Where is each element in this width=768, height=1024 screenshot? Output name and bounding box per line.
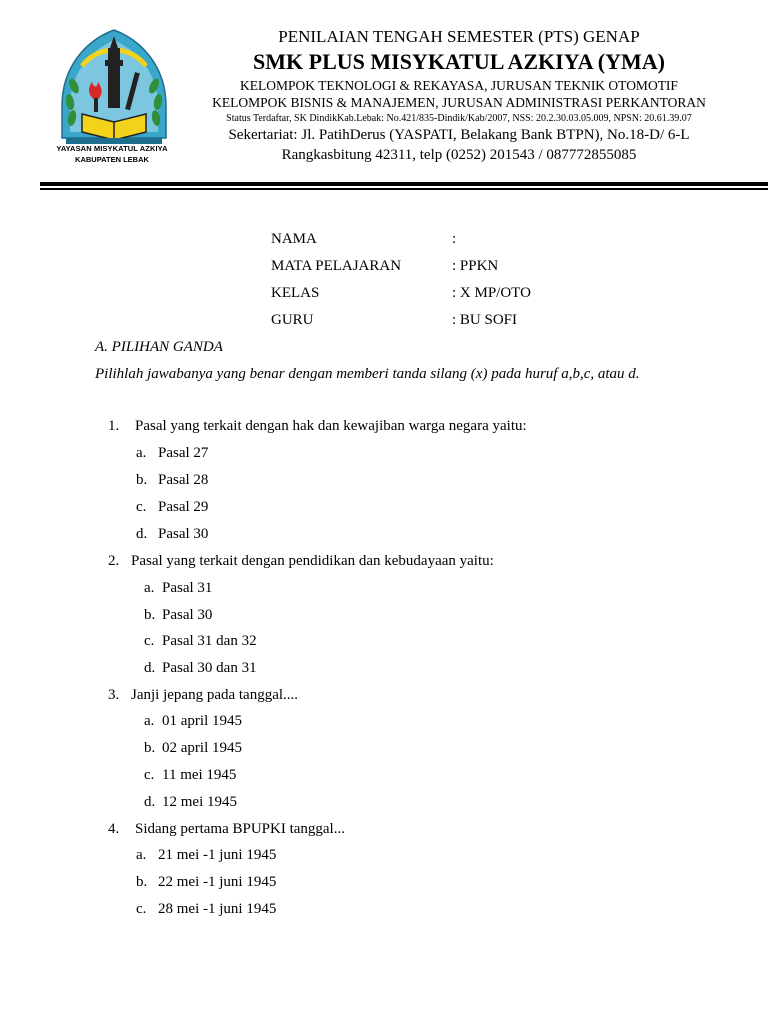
option-text: Pasal 31 [162,580,213,596]
option-4b[interactable] [136,874,276,891]
option-4a[interactable] [136,847,276,864]
option-text: 28 mei -1 juni 1945 [158,901,277,917]
logo-caption-regency: KABUPATEN LEBAK [75,155,149,164]
option-3b[interactable] [144,740,242,757]
option-3c[interactable] [144,767,236,784]
logo-caption-foundation: YAYASAN MISYKATUL AZKIYA [56,144,168,153]
option-1d[interactable] [136,526,208,543]
secretariat-address: Sekertariat: Jl. PatihDerus (YASPATI, Belakang Bank BTPN), No.18-D/ 6-L [228,127,690,143]
department-technology: KELOMPOK TEKNOLOGI & REKAYASA, JURUSAN TEKNIK OTOMOTIF [240,78,678,93]
option-text: 21 mei -1 juni 1945 [158,847,277,863]
section-instruction: Pilihlah jawabanya yang benar dengan memberi tanda silang (x) pada huruf a,b,c, atau d. [95,366,640,382]
option-text: 11 mei 1945 [162,767,237,783]
option-text: Pasal 30 [162,607,213,623]
option-text: 01 april 1945 [162,713,242,729]
option-letter: c. [136,499,147,515]
option-text: 22 mei -1 juni 1945 [158,874,277,890]
city-phone: Rangkasbitung 42311, telp (0252) 201543 / 087772855085 [281,147,637,162]
option-letter: a. [136,445,147,461]
option-1a[interactable] [136,445,208,462]
department-business: KELOMPOK BISNIS & MANAJEMEN, JURUSAN ADMINISTRASI PERKANTORAN [212,95,706,110]
option-letter: c. [144,767,155,783]
option-letter: d. [144,794,156,810]
question-number: 3. [108,687,120,703]
option-letter: a. [144,580,155,596]
option-2c[interactable] [144,633,257,650]
question-text: Sidang pertama BPUPKI tanggal... [135,821,345,837]
question-text: Janji jepang pada tanggal.... [131,687,299,703]
question-number: 1. [108,418,120,434]
option-1c[interactable] [136,499,208,516]
question-1 [108,418,527,435]
question-text: Pasal yang terkait dengan hak dan kewajiban warga negara yaitu: [135,418,527,434]
option-letter: b. [144,607,156,623]
question-number: 4. [108,821,120,837]
option-text: 02 april 1945 [162,740,242,756]
option-2b[interactable] [144,607,212,624]
option-1b[interactable] [136,472,208,489]
option-letter: b. [136,472,148,488]
option-text: Pasal 27 [158,445,209,461]
exam-title: PENILAIAN TENGAH SEMESTER (PTS) GENAP [278,27,640,46]
option-letter: a. [136,847,147,863]
kelas-value: : X MP/OTO [452,285,531,301]
option-text: Pasal 30 dan 31 [162,660,257,676]
question-4 [108,821,345,838]
question-2 [108,553,494,570]
mapel-label: MATA PELAJARAN [271,258,402,274]
header-divider-thin [40,188,768,190]
kelas-label: KELAS [271,285,320,301]
guru-label: GURU [271,312,314,328]
option-letter: b. [144,740,156,756]
option-text: Pasal 28 [158,472,209,488]
option-text: 12 mei 1945 [162,794,237,810]
school-name: SMK PLUS MISYKATUL AZKIYA (YMA) [253,49,665,74]
guru-value: : BU SOFI [452,312,518,328]
nama-label: NAMA [271,231,317,247]
option-letter: d. [144,660,156,676]
option-text: Pasal 30 [158,526,209,542]
option-3a[interactable] [144,713,242,730]
option-letter: b. [136,874,148,890]
registration-status: Status Terdaftar, SK DindikKab.Lebak: No.421/835-Dindik/Kab/2007, NSS: 20.2.30.03.05.009, NPSN: 20.61.39.07 [226,113,692,124]
question-number: 2. [108,553,120,569]
option-4c[interactable] [136,901,276,918]
question-text: Pasal yang terkait dengan pendidikan dan kebudayaan yaitu: [131,553,494,569]
question-3 [108,687,298,704]
section-title: A. PILIHAN GANDA [95,339,223,355]
option-letter: a. [144,713,155,729]
option-text: Pasal 29 [158,499,209,515]
option-2d[interactable] [144,660,257,677]
option-letter: d. [136,526,148,542]
mapel-value: : PPKN [452,258,499,274]
option-letter: c. [136,901,147,917]
nama-value: : [452,231,457,247]
option-text: Pasal 31 dan 32 [162,633,257,649]
option-letter: c. [144,633,155,649]
option-2a[interactable] [144,580,212,597]
option-3d[interactable] [144,794,237,811]
header-divider-thick [40,182,768,186]
